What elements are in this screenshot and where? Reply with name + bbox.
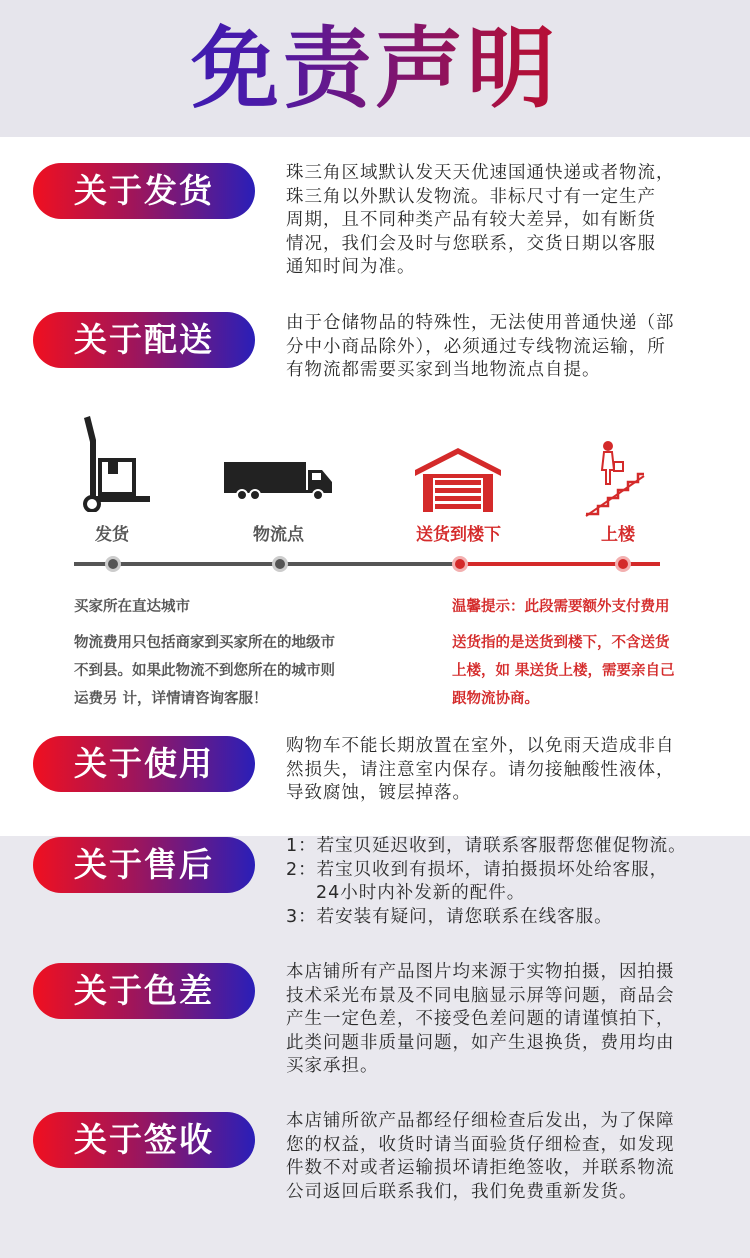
- text-line: 技术采光布景及不同电脑显示屏等问题，商品会: [286, 985, 675, 1006]
- section-label-usage: 关于使用: [33, 736, 255, 792]
- text-line: 买家承担。: [286, 1056, 379, 1076]
- section-label-delivery: 关于配送: [33, 312, 255, 368]
- text-line: 本店铺所欲产品都经仔细检查后发出，为了保障: [286, 1111, 675, 1131]
- text-line: 通知时间为准。: [286, 257, 416, 277]
- text-line: 分中小商品除外），必须通过专线物流运输，所: [286, 336, 666, 357]
- hand-truck-icon: [78, 416, 152, 512]
- text-line: 产生一定色差，不接受色差问题的请谨慎拍下，: [286, 1009, 675, 1029]
- text-line: 您的权益，收货时请当面验货仔细检查，如发现: [286, 1134, 675, 1155]
- text-line: 此类问题非质量问题，如产生退换货，费用均由: [286, 1032, 675, 1053]
- text-line: 1：若宝贝延迟收到，请联系客服帮您催促物流。: [286, 836, 687, 856]
- section-label-aftersale: 关于售后: [33, 837, 255, 893]
- text-line: 2：若宝贝收到有损坏，请拍摄损坏处给客服，: [286, 859, 669, 880]
- section-label-color: 关于色差: [33, 963, 255, 1019]
- section-label-shipping: 关于发货: [33, 163, 255, 219]
- page-title: 免责声明: [0, 14, 750, 124]
- section-text-shipping: [286, 162, 726, 280]
- text-line: 购物车不能长期放置在室外，以免雨天造成非自: [286, 736, 675, 756]
- text-line: 情况，我们会及时与您联系，交货日期以客服: [286, 233, 656, 254]
- text-line: 3：若安装有疑问，请您联系在线客服。: [286, 906, 613, 927]
- note-heading-left: 买家所在直达城市: [74, 599, 190, 615]
- text-line: 由于仓储物品的特殊性，无法使用普通快递（部: [286, 313, 675, 333]
- text-line: 珠三角区域默认发天天优速国通快递或者物流，: [286, 163, 675, 183]
- text-line: 有物流都需要买家到当地物流点自提。: [286, 360, 601, 380]
- process-dot: [105, 556, 121, 572]
- note-heading-right: 温馨提示：此段需要额外支付费用: [452, 599, 670, 615]
- section-text-aftersale: [286, 835, 726, 929]
- process-step-label: 上楼: [601, 525, 635, 545]
- process-step-label: 发货: [95, 525, 129, 545]
- stairs-icon: [584, 440, 646, 518]
- text-line: 件数不对或者运输损坏请拒绝签收，并联系物流: [286, 1158, 675, 1178]
- process-track-gray: [74, 562, 460, 566]
- text-line: 本店铺所有产品图片均来源于实物拍摄，因拍摄: [286, 962, 675, 982]
- process-dot: [272, 556, 288, 572]
- note-right: [452, 629, 675, 713]
- note-line: 物流费用只包括商家到买家所在的地级市: [74, 635, 335, 651]
- process-dot: [452, 556, 468, 572]
- process-dot: [615, 556, 631, 572]
- text-line: 周期，且不同种类产品有较大差异，如有断货: [286, 210, 656, 230]
- warehouse-icon: [413, 446, 503, 514]
- process-step-label: 送货到楼下: [416, 525, 501, 545]
- text-line: 然损失，请注意室内保存。请勿接触酸性液体，: [286, 759, 675, 780]
- text-line: 公司返回后联系我们，我们免费重新发货。: [286, 1181, 638, 1202]
- note-line: 不到县。如果此物流不到您所在的城市则: [74, 663, 335, 679]
- section-text-usage: [286, 735, 726, 806]
- note-line: 跟物流协商。: [452, 691, 539, 707]
- header-banner: [0, 0, 750, 137]
- section-text-signing: [286, 1110, 726, 1204]
- text-line: 24小时内补发新的配件。: [316, 883, 526, 903]
- section-text-delivery: [286, 312, 726, 383]
- text-line: 珠三角以外默认发物流。非标尺寸有一定生产: [286, 186, 656, 207]
- process-step-label: 物流点: [253, 525, 304, 545]
- note-left: [74, 629, 335, 713]
- note-line: 送货指的是送货到楼下，不含送货: [452, 635, 670, 651]
- note-line: 上楼，如 果送货上楼，需要亲自己: [452, 663, 675, 679]
- text-line: 导致腐蚀，镀层掉落。: [286, 783, 471, 803]
- truck-icon: [224, 460, 334, 502]
- section-text-color: [286, 961, 726, 1079]
- note-line: 运费另 计，详情请咨询客服！: [74, 691, 268, 707]
- section-label-signing: 关于签收: [33, 1112, 255, 1168]
